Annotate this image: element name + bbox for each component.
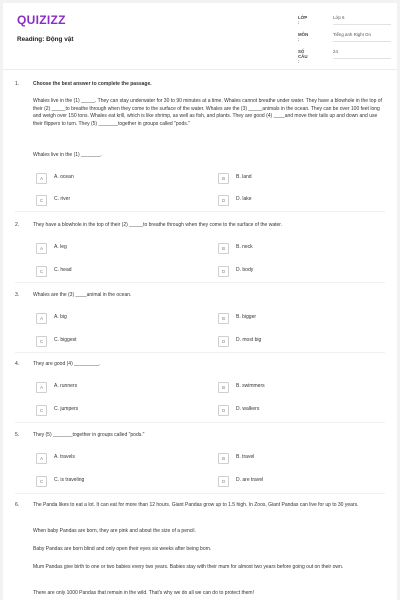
option-letter-box: B <box>218 453 229 464</box>
option-text: A. travels <box>54 454 75 460</box>
question-prompt: Whales are the (3) ____animal in the ocean. <box>33 292 132 298</box>
question-heading: Choose the best answer to complete the passage. <box>33 81 152 87</box>
option-text: C. head <box>54 267 72 273</box>
passage-paragraph: Mum Pandas give birth to one or two babies every two years. Babies stay with their mum for almost two years before going out on their own. <box>33 564 344 570</box>
meta-label: LỚP : <box>298 15 308 25</box>
meta-underline <box>333 24 391 25</box>
option-letter-box: B <box>218 173 229 184</box>
option-letter-box: D <box>218 266 229 277</box>
passage-paragraph: There are only 1000 Pandas that remain in the wild. That's why we do all we can do to protect them! <box>33 590 254 596</box>
option-letter-box: C <box>36 195 47 206</box>
option-letter-box: C <box>36 405 47 416</box>
meta-label: SỐ CÂU : <box>298 49 308 64</box>
worksheet-page <box>3 3 397 600</box>
meta-underline <box>333 41 391 42</box>
meta-value: Lớp 6 <box>333 15 345 20</box>
option-letter-box: A <box>36 243 47 254</box>
option-letter-box: D <box>218 405 229 416</box>
meta-label: MÔN : <box>298 32 309 42</box>
meta-value: Tiếng anh Right On <box>333 32 371 37</box>
option-text: A. runners <box>54 383 78 389</box>
option-text: B. travel <box>236 454 255 460</box>
option-text: B. swimmers <box>236 383 265 389</box>
question-prompt: They are good (4) _________. <box>33 361 101 367</box>
option-letter-box: B <box>218 243 229 254</box>
option-text: D. are travel <box>236 477 264 483</box>
option-text: B. land <box>236 174 252 180</box>
option-text: C. is traveling <box>54 477 85 483</box>
option-letter-box: C <box>36 336 47 347</box>
question-divider <box>15 211 385 212</box>
meta-value: 24 <box>333 49 338 54</box>
question-divider <box>15 352 385 353</box>
question-number: 6. <box>15 502 20 508</box>
option-letter-box: A <box>36 173 47 184</box>
option-text: A. leg <box>54 244 67 250</box>
question-number: 4. <box>15 361 20 367</box>
option-letter-box: A <box>36 382 47 393</box>
option-text: D. most big <box>236 337 262 343</box>
option-letter-box: A <box>36 313 47 324</box>
option-text: D. body <box>236 267 254 273</box>
question-prompt: They have a blowhole in the top of their (2) _____to breathe through when they come to the surface of the water. <box>33 222 283 228</box>
option-text: D. walkers <box>236 406 260 412</box>
question-number: 1. <box>15 81 20 87</box>
option-text: B. neck <box>236 244 253 250</box>
reading-passage: Whales live in the (1) _____. They can stay underwater for 30 to 90 minutes at a time. Whales cannot breathe under water. They have a blowhole in the top of their (2) _____to breathe through when they come to the surface of the water. Whales are the (3) _____animals in the ocean. They can be over 100 feet long and weigh over 150 tons. Whales eat krill, which is like shrimp, as well as fish, and plants. They are good (4) ____and move their tails up and down and use their flippers to turn. They (5) _______together in groups called "pods." <box>33 98 382 128</box>
option-letter-box: D <box>218 476 229 487</box>
option-text: C. biggest <box>54 337 77 343</box>
option-text: C. river <box>54 196 71 202</box>
question-prompt: Whales live in the (1) _______. <box>33 152 102 158</box>
meta-underline <box>333 58 391 59</box>
option-text: C. jumpers <box>54 406 79 412</box>
option-text: A. ocean <box>54 174 74 180</box>
quizizz-logo: QUIZIZZ <box>17 13 66 27</box>
option-letter-box: D <box>218 336 229 347</box>
passage-paragraph: Baby Pandas are born blind and only open their eyes six weeks after being born. <box>33 546 212 552</box>
option-text: A. big <box>54 314 67 320</box>
question-number: 5. <box>15 432 20 438</box>
option-text: B. bigger <box>236 314 257 320</box>
option-letter-box: D <box>218 195 229 206</box>
passage-paragraph: When baby Pandas are born, they are pink and about the size of a pencil. <box>33 528 196 534</box>
question-prompt: They (5) _______together in groups called "pods." <box>33 432 145 438</box>
passage-paragraph: The Panda likes to eat a lot. It can eat for more than 12 hours. Giant Pandas grow up to 1.5 high. In Zoos, Giant Pandas can live for up to 30 years. <box>33 502 359 508</box>
question-divider <box>15 422 385 423</box>
option-letter-box: B <box>218 382 229 393</box>
question-number: 2. <box>15 222 20 228</box>
option-letter-box: B <box>218 313 229 324</box>
option-letter-box: A <box>36 453 47 464</box>
option-text: D. lake <box>236 196 252 202</box>
option-letter-box: C <box>36 266 47 277</box>
question-divider <box>15 282 385 283</box>
worksheet-header <box>3 3 397 70</box>
question-divider <box>15 493 385 494</box>
question-number: 3. <box>15 292 20 298</box>
worksheet-title: Reading: Động vật <box>17 36 74 43</box>
option-letter-box: C <box>36 476 47 487</box>
